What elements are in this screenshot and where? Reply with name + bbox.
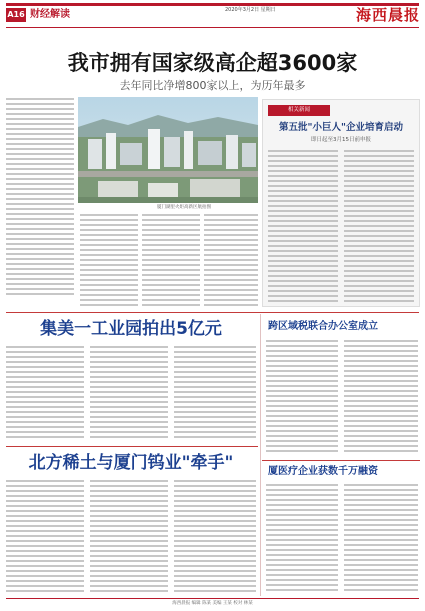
story-headline-tax-office: 跨区域税联合办公室成立 <box>268 321 378 332</box>
story-medical-financing-body-1 <box>266 484 338 594</box>
story-tax-office-body-2 <box>344 340 418 454</box>
section-title: 财经解读 <box>30 9 70 20</box>
section-divider-2 <box>6 446 258 447</box>
story-industrial-park-body-2 <box>90 346 168 440</box>
story-tax-office-body-1 <box>266 340 338 454</box>
main-subhead: 去年同比净增800家以上，为历年最多 <box>119 79 306 92</box>
footer-credits: 海西晨报 编辑 陈某 美编 王某 校对 林某 <box>172 601 253 606</box>
section-divider-3 <box>262 460 420 461</box>
story-headline-rare-earth: 北方稀土与厦门钨业"牵手" <box>28 453 234 473</box>
story-medical-financing-body-2 <box>344 484 418 594</box>
footer-divider <box>6 598 419 599</box>
page-number: A16 <box>6 8 26 22</box>
related-news-headline: 第五批"小巨人"企业培育启动 <box>279 122 403 133</box>
story-headline-industrial-park: 集美一工业园拍出5亿元 <box>40 319 222 339</box>
main-story-body-bottom-3 <box>204 214 258 306</box>
related-news-body-1 <box>268 150 338 302</box>
city-skyline-image <box>78 97 258 203</box>
story-industrial-park-body-3 <box>174 346 256 440</box>
story-rare-earth-body-1 <box>6 480 84 594</box>
masthead-logo: 海西晨报 <box>355 6 420 24</box>
header-divider <box>6 27 419 28</box>
main-story-body-bottom-2 <box>142 214 200 306</box>
aerial-city-photo <box>78 97 258 203</box>
story-headline-medical-financing: 厦医疗企业获数千万融资 <box>268 466 378 477</box>
main-headline: 我市拥有国家级高企超3600家 <box>67 51 358 75</box>
related-news-body-2 <box>344 150 414 302</box>
section-divider-1 <box>6 312 419 313</box>
related-news-subhead: 即日起至3月15日前申报 <box>311 137 371 143</box>
main-story-body-bottom-1 <box>80 214 138 306</box>
story-rare-earth-body-3 <box>174 480 256 594</box>
main-story-body-left <box>6 98 74 298</box>
column-divider <box>260 314 261 596</box>
date-line: 2020年3月2日 星期日 <box>225 7 276 13</box>
story-industrial-park-body-1 <box>6 346 84 440</box>
related-news-kicker: 相关新闻 <box>268 105 330 116</box>
story-rare-earth-body-2 <box>90 480 168 594</box>
photo-caption: 厦门湖里火炬高新区航拍图 <box>157 205 211 210</box>
